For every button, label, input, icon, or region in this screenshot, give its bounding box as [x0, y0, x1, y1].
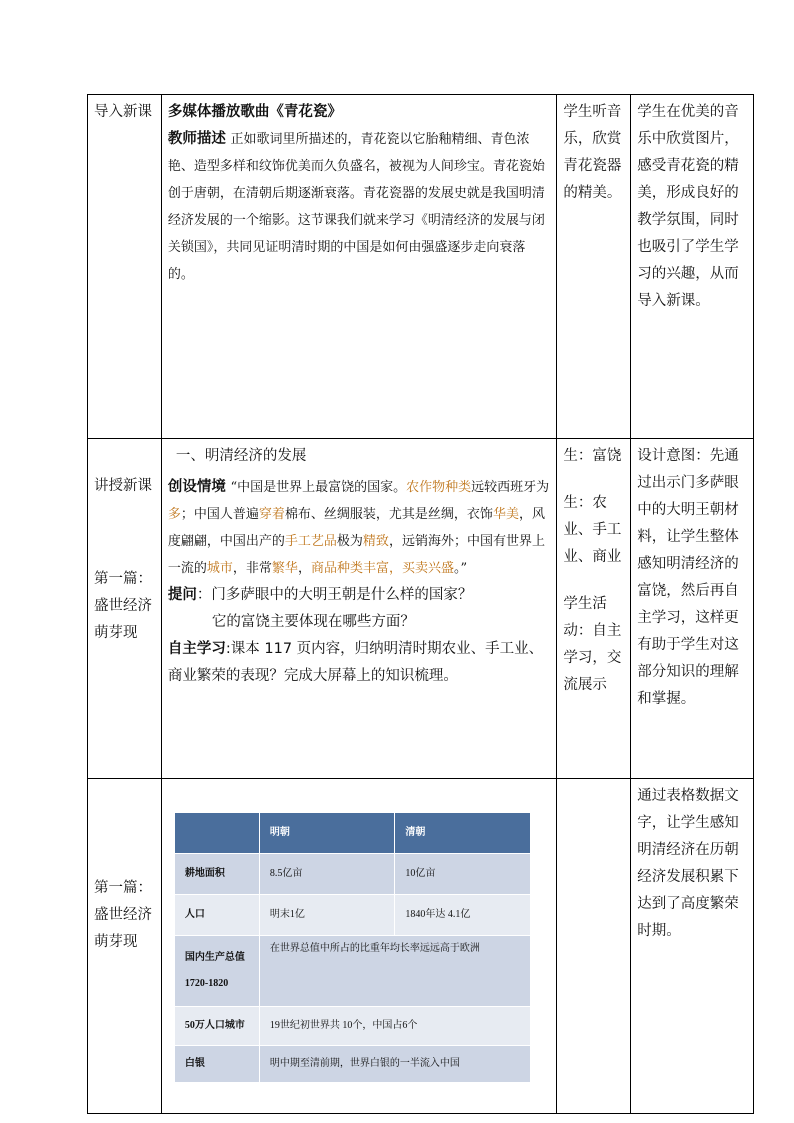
stats-cell-qing: 1840年达 4.1亿	[395, 895, 531, 936]
stats-cell-span: 19世纪初世界共 10个，中国占6个	[259, 1007, 530, 1046]
self-study-block	[168, 636, 550, 690]
self-study-label: 自主学习	[167, 641, 226, 657]
quote-text: ；中国人普遍	[180, 507, 259, 522]
quote-text: 极为	[336, 534, 363, 549]
stats-header-row	[174, 813, 530, 854]
stats-cell-ming: 明末1亿	[259, 895, 395, 936]
stage-cell	[88, 779, 162, 1114]
quote-text: ，	[297, 561, 311, 576]
quote-highlight: 多	[167, 507, 181, 522]
stats-row	[174, 1046, 530, 1083]
question-text-2: 它的富饶主要体现在哪些方面？	[211, 614, 415, 630]
stats-row-label-years: 1720-1820	[184, 978, 229, 989]
stats-cell-span: 明中期至清前期，世界白银的一半流入中国	[259, 1046, 530, 1083]
teaching-content-cell	[161, 439, 556, 779]
stats-row-label-main: 国内生产总值	[184, 952, 245, 963]
quote-highlight: 精致	[362, 534, 389, 549]
quote-text: ，非常	[232, 561, 272, 576]
stats-row	[174, 854, 530, 895]
quote-text: “中国是世界上最富饶的国家。	[230, 480, 407, 495]
student-activity-cell	[557, 439, 631, 779]
row-introduction	[88, 95, 754, 439]
quote-text: ，远销海外；中国有世界上一流的	[167, 534, 545, 576]
design-intent-cell	[631, 95, 754, 439]
design-intent-cell	[631, 439, 754, 779]
quote-text: 。”	[453, 561, 468, 576]
design-intent-cell	[631, 779, 754, 1114]
stats-row-label: 白银	[174, 1046, 259, 1083]
quote-text: 远较西班牙为	[471, 480, 550, 495]
question-label: 提问	[167, 587, 197, 603]
row-data-table	[88, 779, 754, 1114]
teacher-description-label: 教师描述	[167, 131, 226, 147]
stats-cell-qing: 10亿亩	[395, 854, 531, 895]
stats-cell-span: 在世界总值中所占的比重年均长率远远高于欧洲	[259, 936, 530, 1007]
student-answer-2: 生：农业、手工业、商业	[563, 495, 622, 565]
chapter-title-line1: 盛世经济	[94, 598, 152, 614]
chapter-title-line2: 萌芽现	[94, 934, 138, 950]
stats-header-blank	[174, 813, 259, 854]
chapter-title-line2: 萌芽现	[94, 625, 138, 641]
stage-label: 讲授新课	[94, 478, 152, 494]
question-text-1: ：门多萨眼中的大明王朝是什么样的国家？	[196, 587, 473, 603]
quote-text: ，风度翩翩，中国出产的	[167, 507, 545, 549]
student-activity: 学生活动：自主学习，交流展示	[563, 596, 622, 693]
stats-row	[174, 936, 530, 1007]
quote-highlight: 农作物种类	[406, 480, 472, 495]
stats-header-qing: 清朝	[395, 813, 531, 854]
stage-label: 导入新课	[94, 104, 152, 120]
teacher-description-text: 正如歌词里所描述的，青花瓷以它胎釉精细、青色浓艳、造型多样和纹饰优美而久负盛名，被视为人间珍宝。青花瓷始创于唐朝，在清朝后期逐渐衰落。青花瓷器的发展史就是我国明清经济发展的一个缩影。这节课我们就来学习《明清经济的发展与闭关锁国》，共同见证明清时期的中国是如何由强盛逐步走向衰落的。	[167, 132, 545, 282]
stats-row-label	[174, 936, 259, 1007]
teaching-content-cell	[161, 779, 556, 1114]
quote-highlight: 穿着	[258, 507, 285, 522]
stage-cell	[88, 439, 162, 779]
teacher-description	[168, 126, 550, 288]
self-study-text: :课本 117 页内容，归纳明清时期农业、手工业、商业繁荣的表现？完成大屏幕上的知识梳理。	[167, 641, 544, 684]
section-heading: 一、明清经济的发展	[175, 448, 307, 464]
question-line1	[168, 582, 550, 609]
scenario-block	[168, 474, 550, 582]
stats-row	[174, 1007, 530, 1046]
stats-row	[174, 895, 530, 936]
stats-header-ming: 明朝	[259, 813, 395, 854]
design-intent-text: 设计意图：先通过出示门多萨眼中的大明王朝材料，让学生整体感知明清经济的富饶，然后再自主学习，这样更有助于学生对这部分知识的理解和掌握。	[637, 448, 739, 707]
scenario-label: 创设情境	[167, 479, 226, 495]
ming-qing-stats-table	[174, 812, 531, 1083]
quote-highlight: 商品种类丰富，买卖兴盛	[310, 561, 454, 576]
chapter-label: 第一篇：	[94, 880, 152, 896]
chapter-title-line1: 盛世经济	[94, 907, 152, 923]
stage-cell	[88, 95, 162, 439]
row-new-lesson	[88, 439, 754, 779]
design-intent-text: 学生在优美的音乐中欣赏图片，感受青花瓷的精美，形成良好的教学氛围，同时也吸引了学生学习的兴趣，从而导入新课。	[637, 104, 739, 309]
scenario-quote	[168, 480, 549, 576]
stats-row-label: 人口	[174, 895, 259, 936]
student-activity-text: 学生听音乐，欣赏青花瓷器的精美。	[563, 104, 622, 201]
design-intent-text: 通过表格数据文字，让学生感知明清经济在历朝经济发展积累下达到了高度繁荣时期。	[637, 788, 739, 939]
teaching-content-cell	[161, 95, 556, 439]
stats-cell-ming: 8.5亿亩	[259, 854, 395, 895]
quote-highlight: 城市	[206, 561, 233, 576]
student-answer-1: 生：富饶	[563, 448, 622, 464]
activity-heading: 多媒体播放歌曲《青花瓷》	[167, 104, 342, 120]
quote-highlight: 华美	[492, 507, 519, 522]
student-activity-cell	[557, 779, 631, 1114]
stats-row-label: 50万人口城市	[174, 1007, 259, 1046]
chapter-label: 第一篇：	[94, 571, 152, 587]
quote-highlight: 繁华	[271, 561, 298, 576]
quote-text: 棉布、丝绸服装，尤其是丝绸，衣饰	[284, 507, 493, 522]
lesson-plan-table	[87, 94, 754, 1114]
quote-highlight: 手工艺品	[284, 534, 337, 549]
stats-row-label: 耕地面积	[174, 854, 259, 895]
student-activity-cell	[557, 95, 631, 439]
